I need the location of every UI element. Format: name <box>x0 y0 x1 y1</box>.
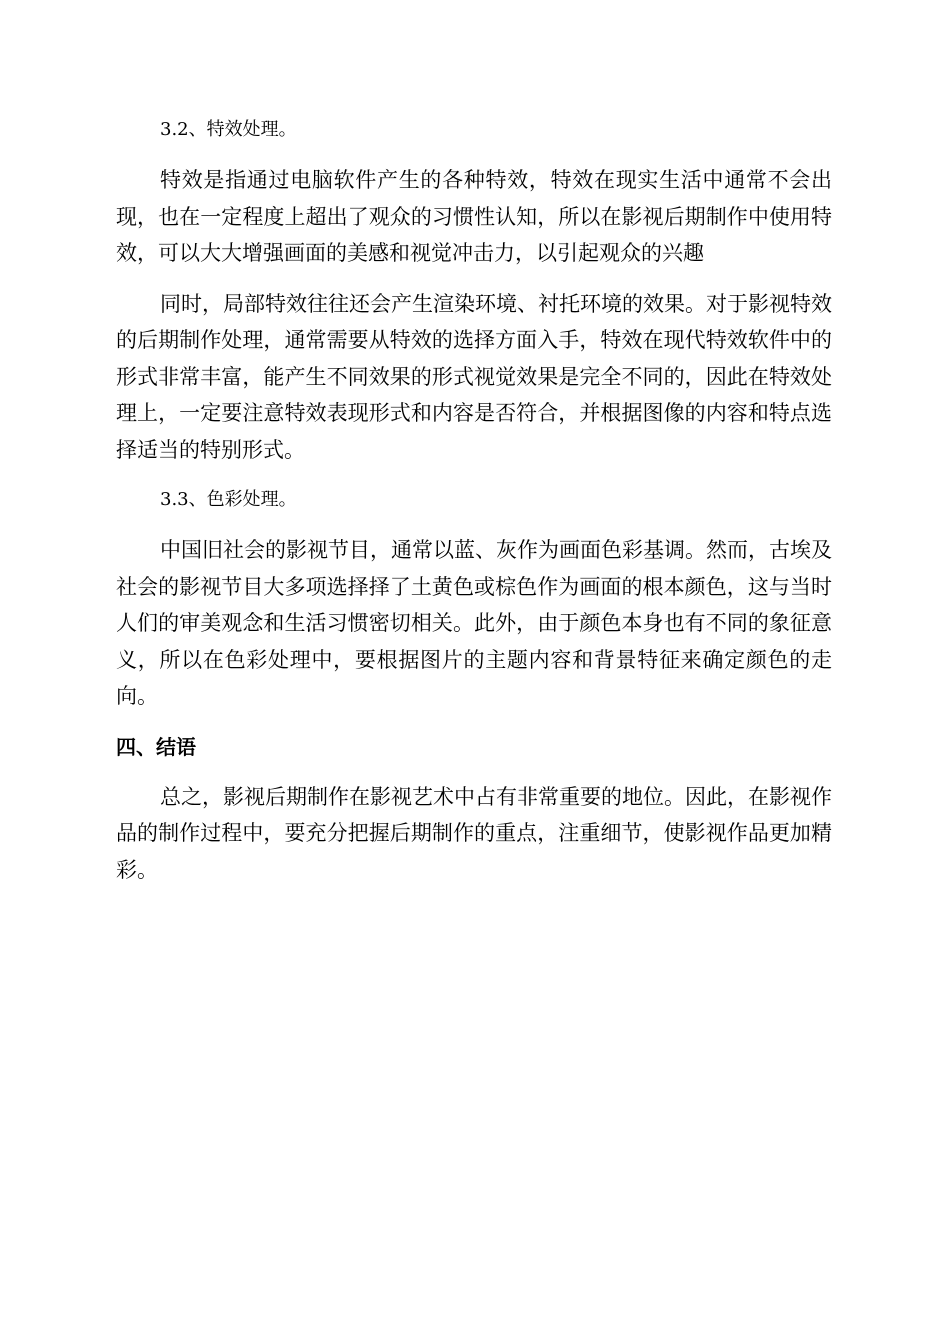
section-3-3-paragraph-1: 中国旧社会的影视节目，通常以蓝、灰作为画面色彩基调。然而，古埃及社会的影视节目大多项选择择了土黄色或棕色作为画面的根本颜色，这与当时人们的审美观念和生活习惯密切相关。此外，由于颜色本身也有不同的象征意义，所以在色彩处理中，要根据图片的主题内容和背景特征来确定颜色的走向。 <box>116 538 832 708</box>
section-3-2-paragraph-1: 特效是指通过电脑软件产生的各种特效，特效在现实生活中通常不会出现，也在一定程度上超出了观众的习惯性认知，所以在影视后期制作中使用特效，可以大大增强画面的美感和视觉冲击力，以引起观众的兴趣 <box>116 168 832 265</box>
section-3-2-paragraph-2: 同时，局部特效往往还会产生渲染环境、衬托环境的效果。对于影视特效的后期制作处理，通常需要从特效的选择方面入手，特效在现代特效软件中的形式非常丰富，能产生不同效果的形式视觉效果是完全不同的，因此在特效处理上，一定要注意特效表现形式和内容是否符合，并根据图像的内容和特点选择适当的特别形式。 <box>116 291 832 462</box>
section-3-2-heading: 3.2、特效处理。 <box>160 119 297 140</box>
section-4-heading: 四、结语 <box>116 734 196 759</box>
section-3-3-heading: 3.3、色彩处理。 <box>160 489 297 510</box>
section-4-paragraph-1: 总之，影视后期制作在影视艺术中占有非常重要的地位。因此，在影视作品的制作过程中，要充分把握后期制作的重点，注重细节，使影视作品更加精彩。 <box>116 784 832 882</box>
document-page <box>116 112 832 902</box>
